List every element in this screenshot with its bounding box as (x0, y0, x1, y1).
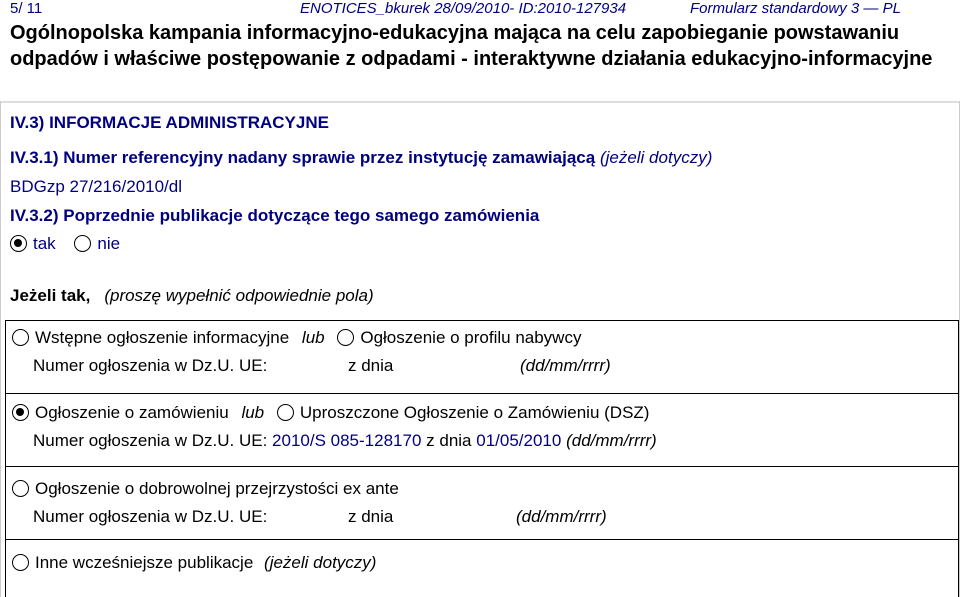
contract-notice-number-row (33, 431, 657, 451)
radio-no-icon[interactable] (74, 235, 91, 252)
notice-id: ENOTICES_bkurek 28/09/2010- ID:2010-127934 (300, 0, 627, 17)
divider (0, 101, 960, 103)
publication-box-ex-ante (5, 466, 959, 540)
ex-ante-date-format (516, 507, 607, 527)
radio-other-icon[interactable] (12, 554, 29, 571)
ex-ante-option (12, 479, 399, 499)
date-value: 01/05/2010 (476, 431, 562, 450)
date-label: z dnia (426, 431, 472, 450)
prior-info-label: Wstępne ogłoszenie informacyjne (35, 328, 290, 347)
radio-contract-notice-icon[interactable] (12, 404, 29, 421)
reference-number-label (10, 148, 712, 168)
radio-prior-info-icon[interactable] (12, 329, 29, 346)
date-format: (dd/mm/rrrr) (566, 431, 657, 450)
page-number: 5/ 11 (10, 0, 43, 17)
simplified-notice-label: Uproszczone Ogłoszenie o Zamówieniu (DSZ) (299, 403, 650, 422)
contract-notice-label: Ogłoszenie o zamówieniu (35, 403, 229, 422)
form-name: Formularz standardowy 3 — PL (690, 0, 901, 17)
ex-ante-date-label: z dnia (348, 507, 394, 526)
or-text: lub (301, 328, 325, 347)
prior-info-date-format (520, 356, 611, 376)
other-publications-option (12, 553, 376, 573)
date-format: (dd/mm/rrrr) (520, 356, 611, 375)
buyer-profile-label: Ogłoszenie o profilu nabywcy (360, 328, 582, 347)
or-text: lub (241, 403, 265, 422)
reference-label-text: IV.3.1) Numer referencyjny nadany sprawie przez instytucję zamawiającą (10, 148, 596, 167)
if-yes-instruction (10, 286, 374, 306)
notice-header (0, 0, 960, 18)
reference-number-value: BDGzp 27/216/2010/dl (10, 177, 183, 196)
ex-ante-number-row (33, 507, 267, 527)
radio-yes-label: tak (33, 234, 56, 253)
prior-info-date-label: z dnia (348, 356, 394, 375)
other-publications-hint: (jeżeli dotyczy) (264, 553, 377, 572)
frame-left (0, 101, 1, 597)
oj-number-value: 2010/S 085-128170 (272, 431, 422, 450)
radio-simplified-notice-icon[interactable] (277, 404, 294, 421)
contract-notice-options (12, 403, 649, 423)
date-format: (dd/mm/rrrr) (516, 507, 607, 526)
ex-ante-label: Ogłoszenie o dobrowolnej przejrzystości ex ante (35, 479, 399, 498)
reference-hint: (jeżeli dotyczy) (599, 148, 713, 167)
if-yes-hint: (proszę wypełnić odpowiednie pola) (104, 286, 374, 305)
radio-ex-ante-icon[interactable] (12, 480, 29, 497)
radio-no-label: nie (97, 234, 121, 253)
oj-number-label: Numer ogłoszenia w Dz.U. UE: (33, 356, 268, 375)
radio-yes-icon[interactable] (10, 235, 27, 252)
contract-title: Ogólnopolska kampania informacyjno-edukacyjna mająca na celu zapobieganie powstawaniu odpadów i właściwe postępowanie z odpadami - interaktywne działania edukacyjno-informacyjne (10, 22, 933, 70)
prior-info-number-row (33, 356, 267, 376)
previous-publications-label: IV.3.2) Poprzednie publikacje dotyczące tego samego zamówienia (10, 206, 540, 225)
oj-number-label: Numer ogłoszenia w Dz.U. UE: (33, 507, 268, 526)
other-publications-label: Inne wcześniejsze publikacje (35, 553, 254, 572)
oj-number-label: Numer ogłoszenia w Dz.U. UE: (33, 431, 268, 450)
if-yes-bold: Jeżeli tak, (10, 286, 91, 305)
previous-publications-choice (10, 234, 120, 254)
section-heading: IV.3) INFORMACJE ADMINISTRACYJNE (10, 113, 329, 132)
radio-buyer-profile-icon[interactable] (337, 329, 354, 346)
prior-info-options (12, 328, 581, 348)
